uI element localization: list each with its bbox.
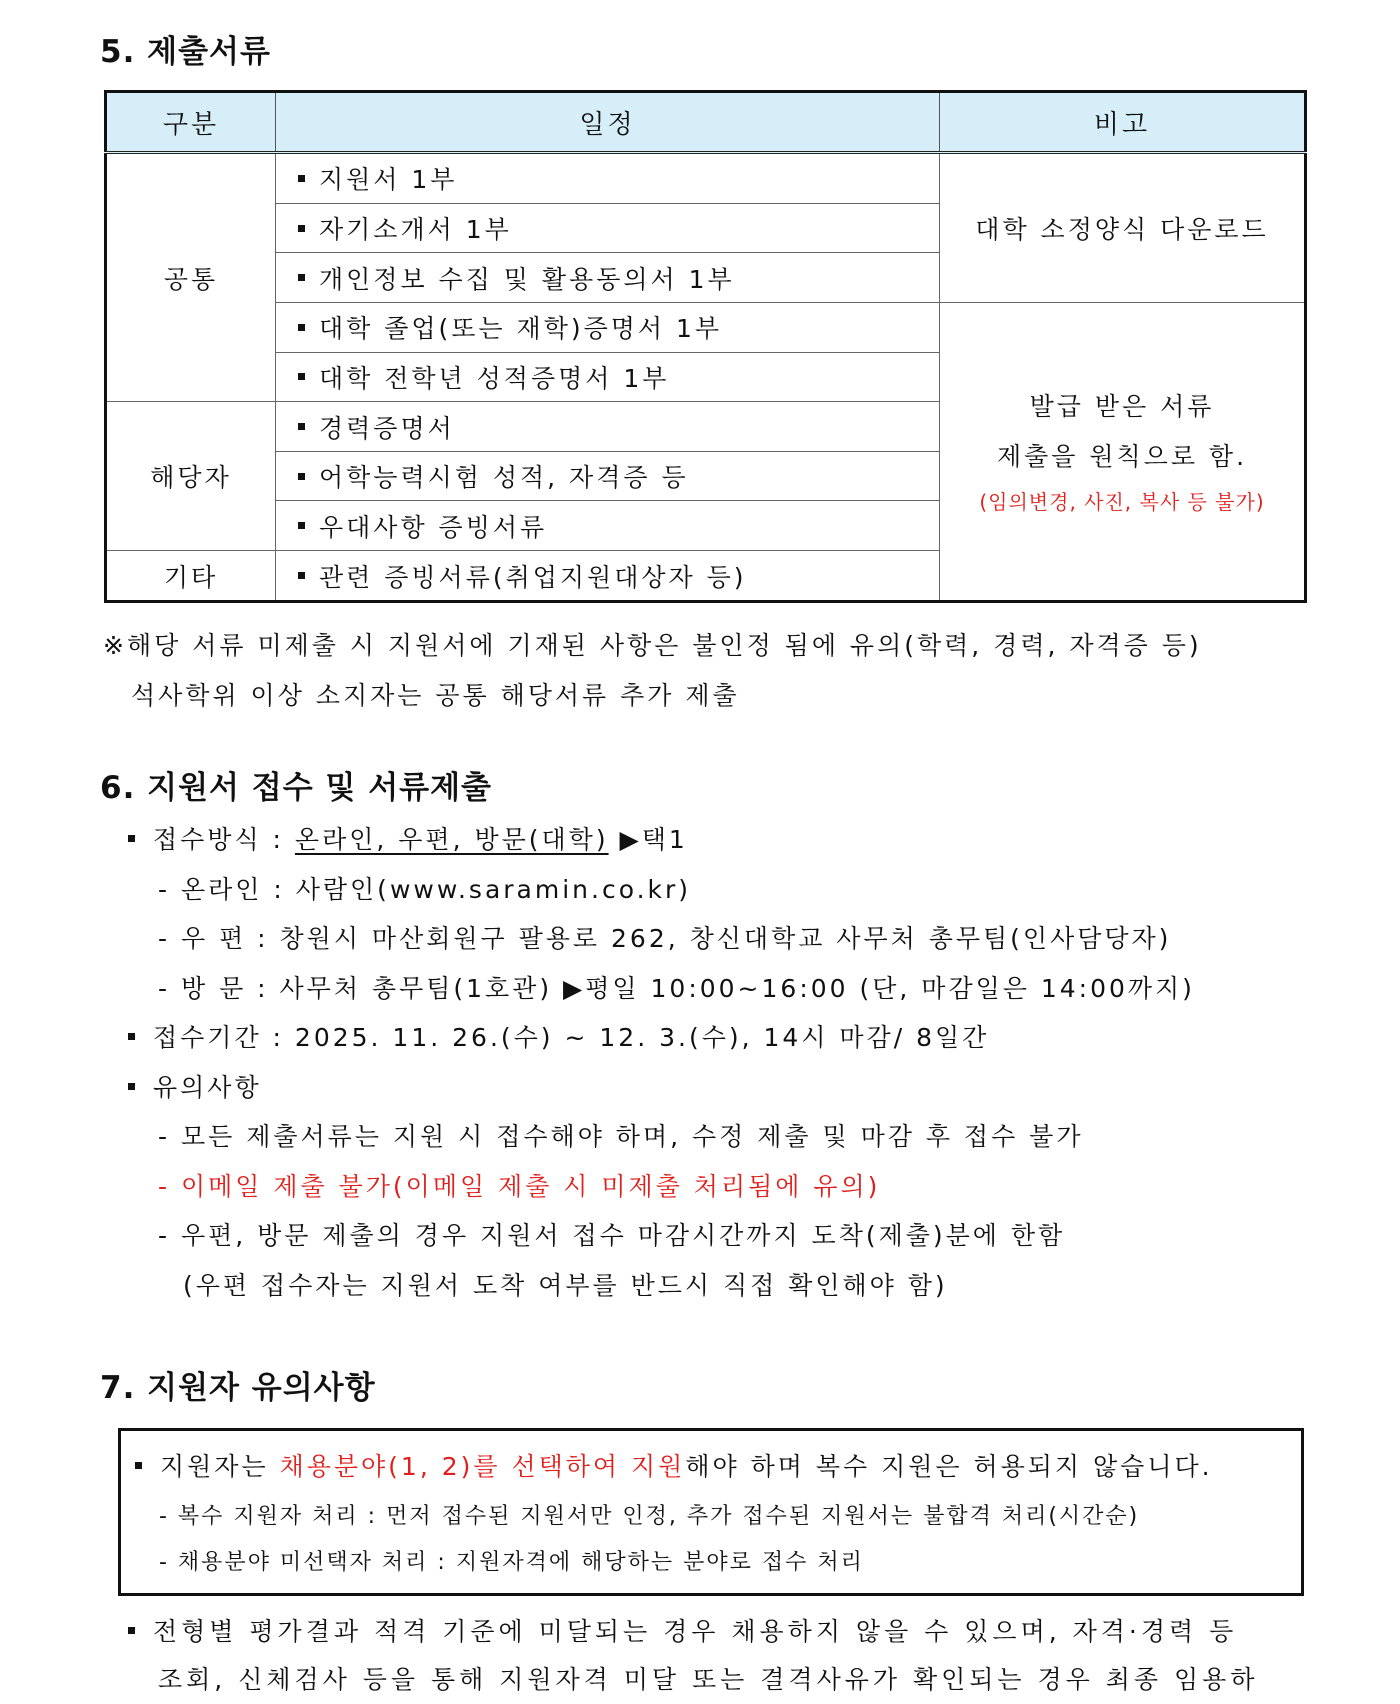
table-cell [276, 153, 940, 204]
note-issued-docs [940, 303, 1306, 602]
table-header-row [106, 92, 1306, 153]
footnote-line: 석사학위 이상 소지자는 공통 해당서류 추가 제출 [131, 681, 740, 710]
box-line-1 [135, 1447, 1213, 1483]
section-7-title: 7. 지원자 유의사항 [100, 1370, 376, 1406]
header-note: 비고 [940, 92, 1306, 153]
item-text: 개인정보 수집 및 활용동의서 1부 [319, 264, 735, 294]
box-line-2: - 복수 지원자 처리 : 먼저 접수된 지원서만 인정, 추가 접수된 지원서는 불합격 처리(시간순) [159, 1504, 1140, 1529]
method-line [128, 820, 688, 856]
box-text: 해야 하며 복수 지원은 허용되지 않습니다. [685, 1452, 1213, 1481]
method-value: 온라인, 우편, 방문(대학) [294, 825, 609, 854]
header-category: 구분 [106, 92, 276, 153]
square-bullet-icon [298, 373, 305, 380]
note-line: 발급 받은 서류 [1029, 391, 1215, 421]
square-bullet-icon [298, 274, 305, 281]
square-bullet-icon [135, 1462, 142, 1469]
period-line [128, 1018, 989, 1054]
method-label: 접수방식 : [153, 825, 295, 854]
square-bullet-icon [298, 225, 305, 232]
notice-box [118, 1428, 1304, 1596]
note-download: 대학 소정양식 다운로드 [940, 153, 1306, 303]
item-text: 대학 전학년 성적증명서 1부 [319, 363, 670, 393]
square-bullet-icon [298, 324, 305, 331]
box-line-3: - 채용분야 미선택자 처리 : 지원자격에 해당하는 분야로 접수 처리 [159, 1550, 864, 1575]
visit-line: - 방 문 : 사무처 총무팀(1호관) ▶평일 10:00~16:00 (단, 마감일은 14:00까지) [158, 974, 1195, 1003]
table-cell [276, 203, 940, 253]
footnote-line: ※해당 서류 미제출 시 지원서에 기재된 사항은 불인정 됨에 유의(학력, 경력, 자격증 등) [103, 631, 1202, 660]
caution-title-line [128, 1068, 262, 1104]
table-cell [276, 551, 940, 602]
table-cell [276, 352, 940, 402]
item-text: 어학능력시험 성적, 자격증 등 [319, 463, 689, 493]
square-bullet-icon [128, 1083, 135, 1090]
para-line-2: 조회, 신체검사 등을 통해 지원자격 미달 또는 결격사유가 확인되는 경우 최종 임용하 [158, 1665, 1259, 1694]
note-line: 제출을 원칙으로 함. [996, 441, 1248, 471]
post-line: - 우 편 : 창원시 마산회원구 팔용로 262, 창신대학교 사무처 총무팀(인사담당자) [158, 924, 1172, 953]
note-warning: (임의변경, 사진, 복사 등 불가) [979, 489, 1265, 514]
table-cell [276, 451, 940, 501]
table-cell [276, 253, 940, 303]
square-bullet-icon [298, 423, 305, 430]
caution-line-email: - 이메일 제출 불가(이메일 제출 시 미제출 처리됨에 유의) [158, 1172, 881, 1201]
table-cell [276, 501, 940, 551]
caution-line: - 우편, 방문 제출의 경우 지원서 접수 마감시간까지 도착(제출)분에 한함 [158, 1221, 1066, 1250]
para-line-1 [128, 1612, 1237, 1648]
table-cell [276, 303, 940, 353]
caution-title: 유의사항 [153, 1073, 262, 1102]
item-text: 관련 증빙서류(취업지원대상자 등) [319, 562, 747, 592]
square-bullet-icon [298, 175, 305, 182]
group-etc: 기타 [106, 551, 276, 602]
group-common: 공통 [106, 153, 276, 402]
square-bullet-icon [128, 835, 135, 842]
item-text: 자기소개서 1부 [319, 215, 512, 245]
header-schedule: 일정 [276, 92, 940, 153]
method-suffix: ▶택1 [608, 825, 688, 854]
para-text: 전형별 평가결과 적격 기준에 미달되는 경우 채용하지 않을 수 있으며, 자격·경력 등 [153, 1617, 1238, 1646]
required-documents-table [104, 90, 1307, 603]
table-row [106, 153, 1306, 204]
table-row [106, 303, 1306, 353]
item-text: 지원서 1부 [319, 165, 458, 195]
section-6-title: 6. 지원서 접수 및 서류제출 [100, 770, 492, 806]
period-text: 접수기간 : 2025. 11. 26.(수) ~ 12. 3.(수), 14시 마감/ 8일간 [153, 1023, 990, 1052]
caution-line: - 모든 제출서류는 지원 시 접수해야 하며, 수정 제출 및 마감 후 접수 불가 [158, 1122, 1084, 1151]
group-applicable: 해당자 [106, 402, 276, 551]
caution-line: (우편 접수자는 지원서 도착 여부를 반드시 직접 확인해야 함) [183, 1271, 948, 1300]
online-line: - 온라인 : 사람인(www.saramin.co.kr) [158, 875, 692, 904]
square-bullet-icon [298, 572, 305, 579]
section-5-title: 5. 제출서류 [100, 34, 271, 70]
box-text: 지원자는 [160, 1452, 280, 1481]
item-text: 우대사항 증빙서류 [319, 512, 548, 542]
square-bullet-icon [298, 522, 305, 529]
item-text: 경력증명서 [319, 413, 455, 443]
table-cell [276, 402, 940, 452]
item-text: 대학 졸업(또는 재학)증명서 1부 [319, 314, 723, 344]
square-bullet-icon [128, 1627, 135, 1634]
square-bullet-icon [128, 1033, 135, 1040]
square-bullet-icon [298, 473, 305, 480]
box-text-highlight: 채용분야(1, 2)를 선택하여 지원 [279, 1452, 686, 1481]
